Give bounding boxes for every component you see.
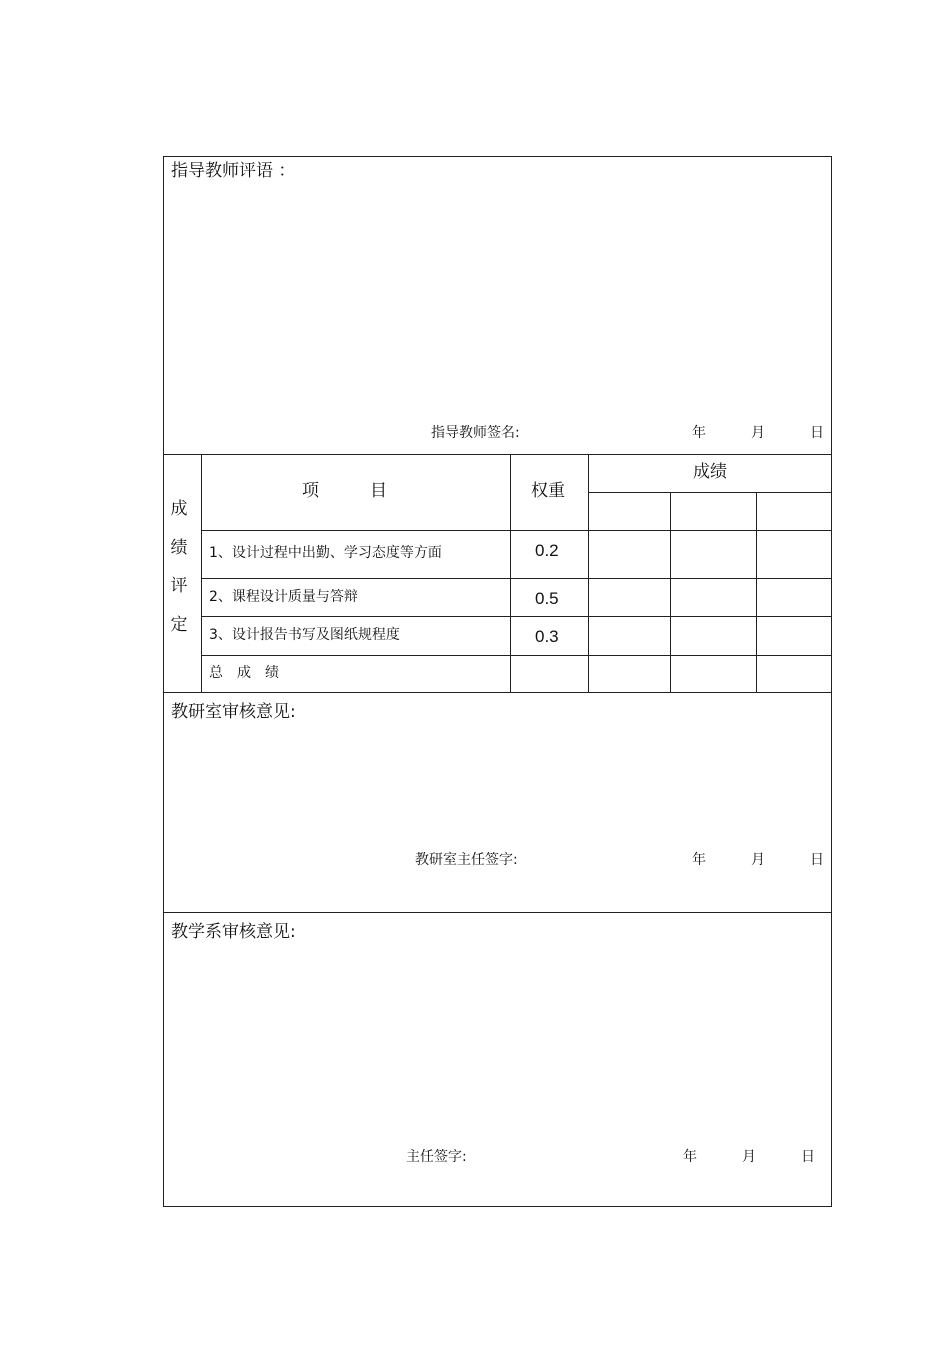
month-label: 月 [742, 1149, 756, 1165]
row-3-weight: 0.3 [535, 627, 559, 646]
advisor-signature-label: 指导教师签名: [431, 425, 520, 441]
divider-item-weight [510, 454, 511, 692]
office-signature-label: 教研室主任签字: [415, 852, 518, 868]
divider-advisor-bottom [163, 454, 832, 455]
divider-side-label [201, 454, 202, 692]
department-signature-label: 主任签字: [406, 1149, 467, 1165]
divider-header-bottom [201, 530, 832, 531]
divider-score-col1 [670, 492, 671, 692]
header-score: 成绩 [693, 462, 727, 482]
divider-row3-bottom [201, 655, 832, 656]
divider-row1-bottom [201, 578, 832, 579]
office-review-title: 教研室审核意见: [171, 702, 296, 722]
year-label: 年 [683, 1149, 697, 1165]
divider-grade-bottom [163, 692, 832, 693]
divider-score-header [588, 492, 832, 493]
row-1-weight: 0.2 [535, 541, 559, 560]
year-label: 年 [692, 852, 706, 868]
row-2-item: 2、课程设计质量与答辩 [209, 589, 358, 605]
header-weight: 权重 [531, 481, 565, 501]
advisor-comment-title: 指导教师评语 ： [171, 161, 296, 181]
divider-office-bottom [163, 912, 832, 913]
row-2-weight: 0.5 [535, 589, 559, 608]
evaluation-form [163, 156, 832, 1207]
year-label: 年 [692, 425, 706, 441]
divider-row2-bottom [201, 616, 832, 617]
day-label: 日 [810, 852, 824, 868]
department-review-title: 教学系审核意见: [171, 922, 296, 942]
header-item: 项 目 [302, 481, 387, 501]
total-score-label: 总 成 绩 [209, 665, 279, 681]
row-1-item: 1、设计过程中出勤、学习态度等方面 [209, 545, 442, 561]
grade-side-label: 成 绩 评 定 [170, 499, 188, 635]
day-label: 日 [810, 425, 824, 441]
divider-weight-score [588, 454, 589, 692]
divider-score-col2 [756, 492, 757, 692]
month-label: 月 [751, 425, 765, 441]
row-3-item: 3、设计报告书写及图纸规程度 [209, 627, 400, 643]
month-label: 月 [751, 852, 765, 868]
day-label: 日 [801, 1149, 815, 1165]
